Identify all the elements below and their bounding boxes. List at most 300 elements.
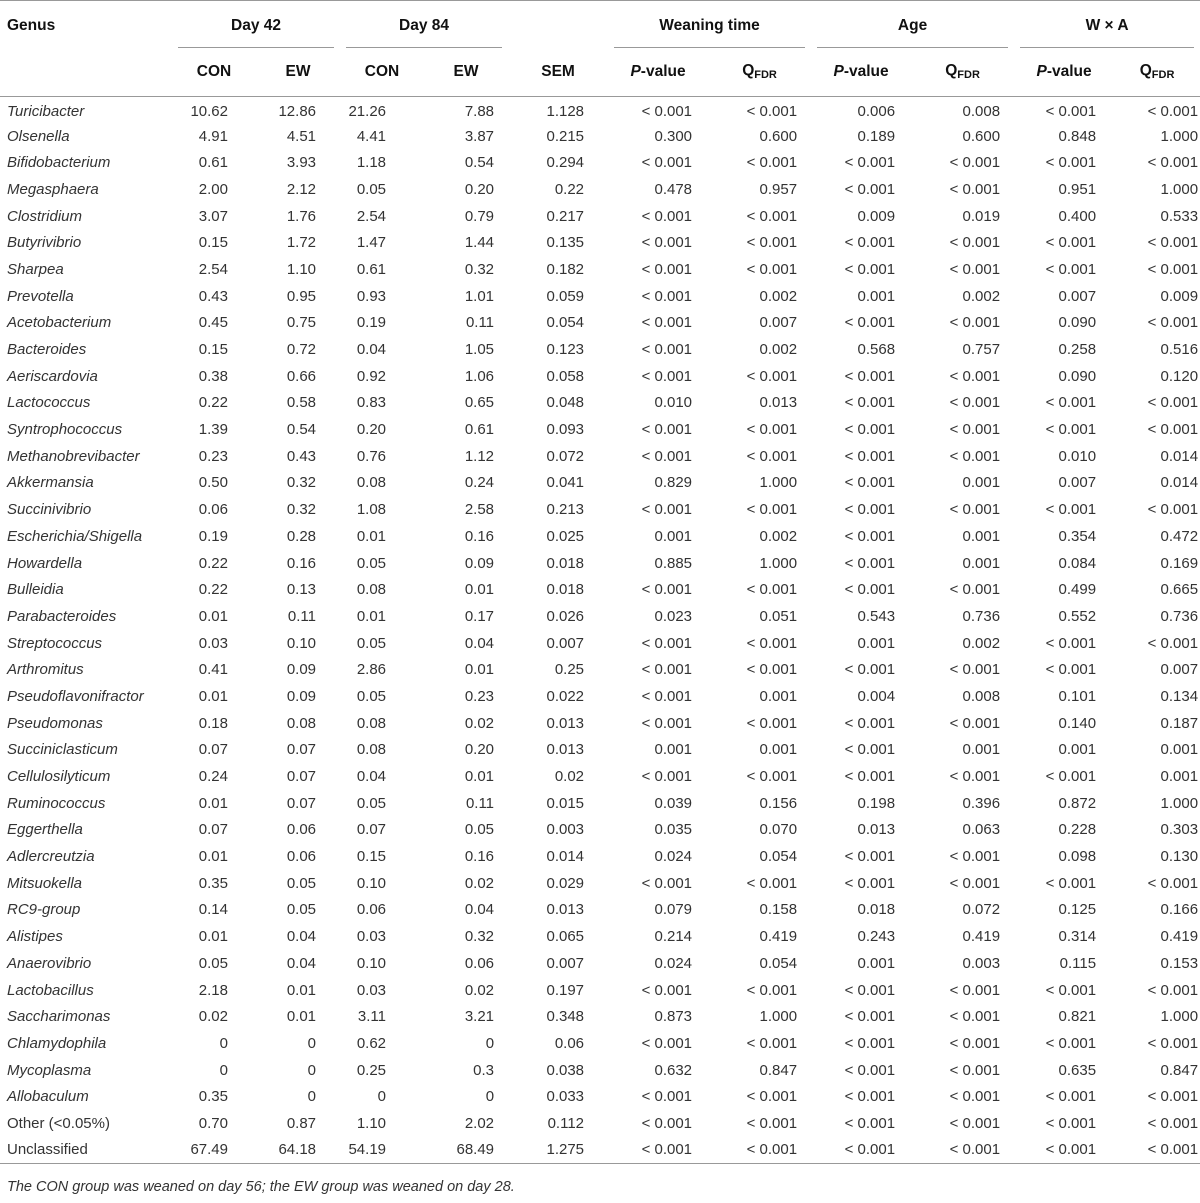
cell-sem: 1.275 (508, 1137, 608, 1164)
cell-con-day42: 0.06 (198, 501, 228, 519)
cell-pvalue-wxa: < 0.001 (1045, 1034, 1097, 1052)
cell-pvalue-weaning: < 0.001 (641, 874, 693, 892)
cell-ew-day84: 3.21 (464, 1008, 495, 1026)
cell-ew-day84: 1.05 (464, 341, 495, 359)
cell-ew-day84: 0.11 (465, 794, 495, 812)
table-row (0, 443, 1200, 470)
cell-pvalue-wxa: < 0.001 (1045, 154, 1097, 172)
cell-qfdr-age: < 0.001 (949, 661, 1001, 679)
cell-ew-day84: 0.65 (464, 394, 495, 412)
cell-qfdr-age: 0.001 (962, 741, 1001, 759)
cell-pvalue-wxa: 0.821 (1058, 1008, 1097, 1026)
cell-sem: 0.217 (546, 207, 585, 225)
cell-ew-day42: 0.04 (286, 928, 317, 946)
cell-sem: 0.026 (546, 607, 585, 625)
cell-sem: 0.059 (546, 287, 585, 305)
cell-ew-day84: 0.01 (464, 661, 495, 679)
table-row (0, 870, 1200, 897)
table-row (0, 1110, 1200, 1137)
cell-genus: Mycoplasma (7, 1061, 92, 1079)
cell-qfdr-age: 0.600 (962, 127, 1001, 145)
cell-genus: Pseudomonas (7, 714, 103, 732)
cell-pvalue-age: < 0.001 (844, 1008, 896, 1026)
cell-con-day84: 1.08 (356, 501, 387, 519)
cell-pvalue-age: < 0.001 (844, 848, 896, 866)
cell-genus: Aeriscardovia (7, 367, 98, 385)
cell-genus: Succinivibrio (7, 501, 92, 519)
cell-pvalue-age: < 0.001 (844, 154, 896, 172)
cell-pvalue-weaning: 0.632 (654, 1061, 693, 1079)
cell-pvalue-weaning: < 0.001 (641, 768, 693, 786)
header-sem: SEM (541, 62, 575, 80)
cell-qfdr-age: 0.008 (962, 687, 1001, 705)
cell-genus: Acetobacterium (7, 314, 112, 332)
cell-ew-day42: 0.32 (286, 474, 317, 492)
cell-pvalue-weaning: < 0.001 (641, 501, 693, 519)
cell-qfdr-wxa: < 0.001 (1114, 1137, 1200, 1164)
cell-ew-day84: 1.01 (464, 287, 495, 305)
cell-qfdr-age: 0.396 (962, 794, 1001, 812)
header-qfdr-wxa: $Q_{FDR}$ (1139, 62, 1175, 82)
cell-pvalue-wxa: 0.314 (1058, 928, 1097, 946)
header-qfdr-weaning: $Q_{FDR}$ (742, 62, 777, 82)
cell-qfdr-age: 0.003 (962, 954, 1001, 972)
cell-con-day42: 0.01 (198, 687, 228, 705)
cell-genus: Akkermansia (7, 474, 94, 492)
cell-con-day42: 0.01 (198, 794, 228, 812)
cell-qfdr-age: 0.419 (962, 928, 1001, 946)
cell-pvalue-weaning: < 0.001 (641, 154, 693, 172)
cell-ew-day42: 0.07 (286, 741, 317, 759)
cell-con-day42: 0 (219, 1061, 228, 1079)
cell-con-day42: 0.03 (198, 634, 228, 652)
header-genus: Genus (7, 17, 56, 34)
cell-pvalue-wxa: < 0.001 (1045, 768, 1097, 786)
table-row (0, 1030, 1200, 1057)
cell-ew-day84: 0 (485, 1088, 495, 1106)
cell-qfdr-weaning: < 0.001 (746, 207, 798, 225)
cell-qfdr-age: < 0.001 (949, 1088, 1001, 1106)
table-row (0, 96, 1200, 123)
cell-pvalue-weaning: < 0.001 (641, 687, 693, 705)
cell-genus: Saccharimonas (7, 1008, 111, 1026)
header-con-day84: CON (364, 62, 400, 80)
cell-sem: 0.014 (546, 848, 585, 866)
table-row (0, 683, 1200, 710)
cell-pvalue-age: < 0.001 (844, 1034, 896, 1052)
table-row (0, 817, 1200, 844)
cell-qfdr-weaning: 1.000 (759, 1008, 798, 1026)
cell-ew-day42: 0.09 (286, 661, 317, 679)
cell-qfdr-age: 0.001 (962, 474, 1001, 492)
cell-genus: Other (<0.05%) (7, 1114, 110, 1132)
cell-genus: RC9-group (7, 901, 81, 919)
cell-sem: 0.038 (546, 1061, 585, 1079)
cell-con-day84: 0.08 (356, 741, 387, 759)
cell-pvalue-wxa: 0.552 (1058, 607, 1097, 625)
cell-pvalue-weaning: < 0.001 (641, 367, 693, 385)
cell-ew-day42: 0 (307, 1034, 317, 1052)
cell-qfdr-age: < 0.001 (949, 1008, 1001, 1026)
cell-pvalue-age: < 0.001 (844, 768, 896, 786)
cell-con-day84: 0.20 (356, 421, 387, 439)
cell-ew-day84: 0.23 (464, 687, 495, 705)
cell-ew-day42: 0.16 (286, 554, 317, 572)
cell-con-day42: 10.62 (190, 103, 228, 121)
cell-ew-day42: 64.18 (256, 1137, 340, 1164)
cell-con-day42: 0.50 (198, 474, 228, 492)
cell-genus: Howardella (7, 554, 83, 572)
cell-qfdr-age: < 0.001 (949, 314, 1001, 332)
table-row (0, 630, 1200, 657)
cell-con-day42: 0.70 (198, 1114, 228, 1132)
cell-pvalue-weaning: < 0.001 (641, 1114, 693, 1132)
cell-qfdr-age: 0.063 (962, 821, 1001, 839)
cell-sem: 0.065 (546, 928, 585, 946)
cell-pvalue-wxa: 0.010 (1058, 447, 1097, 465)
cell-ew-day84: 0.79 (464, 207, 495, 225)
cell-qfdr-weaning: 0.002 (759, 341, 798, 359)
cell-pvalue-wxa: < 0.001 (1045, 634, 1097, 652)
cell-con-day84: 0.25 (356, 1061, 387, 1079)
cell-pvalue-age: 0.001 (857, 634, 896, 652)
cell-qfdr-age: < 0.001 (949, 154, 1001, 172)
cell-pvalue-wxa: < 0.001 (1045, 260, 1097, 278)
cell-pvalue-age: 0.543 (857, 607, 896, 625)
cell-pvalue-weaning: < 0.001 (641, 103, 693, 121)
cell-qfdr-weaning: < 0.001 (746, 501, 798, 519)
cell-pvalue-wxa: 0.872 (1058, 794, 1097, 812)
cell-sem: 0.22 (554, 180, 585, 198)
cell-pvalue-age: < 0.001 (844, 527, 896, 545)
cell-genus: Eggerthella (7, 821, 83, 839)
cell-qfdr-weaning: < 0.001 (746, 260, 798, 278)
cell-con-day42: 0.15 (198, 234, 228, 252)
cell-qfdr-age: < 0.001 (949, 581, 1001, 599)
cell-pvalue-wxa: 0.635 (1058, 1061, 1097, 1079)
cell-genus: Streptococcus (7, 634, 103, 652)
cell-ew-day84: 0.06 (464, 954, 495, 972)
cell-qfdr-age: < 0.001 (949, 421, 1001, 439)
table-row (0, 656, 1200, 683)
cell-pvalue-weaning: < 0.001 (641, 1088, 693, 1106)
cell-sem: 0.213 (546, 501, 585, 519)
header-age: Age (811, 1, 1014, 49)
table-row (0, 1057, 1200, 1084)
cell-sem: 0.013 (546, 901, 585, 919)
cell-pvalue-age: < 0.001 (844, 447, 896, 465)
table-row (0, 416, 1200, 443)
cell-pvalue-wxa: 0.115 (1059, 954, 1097, 972)
table-row (0, 737, 1200, 764)
table-row (0, 310, 1200, 337)
cell-ew-day42: 0.87 (286, 1114, 317, 1132)
cell-con-day84: 0.06 (356, 901, 387, 919)
cell-con-day84: 0.03 (356, 981, 387, 999)
cell-qfdr-wxa: < 0.001 (1147, 981, 1199, 999)
cell-con-day84: 0.05 (356, 554, 387, 572)
cell-con-day42: 1.39 (198, 421, 228, 439)
cell-qfdr-wxa: < 0.001 (1147, 103, 1199, 121)
cell-pvalue-age: < 0.001 (844, 260, 896, 278)
cell-ew-day84: 1.06 (464, 367, 495, 385)
cell-sem: 0.197 (546, 981, 585, 999)
cell-sem: 0.054 (546, 314, 585, 332)
header-ew-day42: EW (285, 62, 311, 80)
cell-sem: 0.093 (546, 421, 585, 439)
cell-qfdr-wxa: 0.187 (1160, 714, 1199, 732)
cell-qfdr-wxa: < 0.001 (1147, 314, 1199, 332)
cell-con-day84: 0.83 (356, 394, 387, 412)
cell-qfdr-weaning: 0.156 (759, 794, 798, 812)
cell-qfdr-age: < 0.001 (911, 1137, 1014, 1164)
header-con-day42: CON (196, 62, 232, 80)
cell-ew-day42: 3.93 (286, 154, 317, 172)
cell-con-day84: 0.08 (356, 474, 387, 492)
cell-con-day42: 2.00 (198, 180, 228, 198)
cell-con-day84: 3.11 (357, 1008, 387, 1026)
cell-pvalue-age: < 0.001 (844, 1114, 896, 1132)
cell-pvalue-wxa: 0.101 (1058, 687, 1097, 705)
cell-genus: Allobaculum (7, 1088, 89, 1106)
cell-pvalue-weaning: < 0.001 (641, 981, 693, 999)
cell-ew-day84: 0.24 (464, 474, 495, 492)
cell-ew-day42: 0.06 (286, 821, 317, 839)
header-qfdr-age: $Q_{FDR}$ (945, 62, 980, 82)
cell-pvalue-weaning: 0.873 (654, 1008, 693, 1026)
cell-con-day84: 21.26 (348, 103, 387, 121)
cell-qfdr-wxa: 0.472 (1160, 527, 1199, 545)
cell-pvalue-age: < 0.001 (844, 874, 896, 892)
cell-genus: Pseudoflavonifractor (7, 687, 144, 705)
cell-pvalue-age: 0.013 (857, 821, 896, 839)
cell-pvalue-age: 0.009 (857, 207, 896, 225)
cell-qfdr-age: 0.757 (962, 341, 1001, 359)
cell-ew-day84: 0.09 (464, 554, 495, 572)
cell-sem: 0.018 (546, 554, 585, 572)
cell-sem: 0.02 (554, 768, 585, 786)
cell-pvalue-wxa: 0.400 (1058, 207, 1097, 225)
table-row (0, 1137, 1200, 1164)
cell-ew-day42: 0.06 (286, 848, 317, 866)
cell-qfdr-weaning: < 0.001 (746, 1088, 798, 1106)
cell-pvalue-wxa: 0.084 (1058, 554, 1097, 572)
cell-qfdr-weaning: < 0.001 (746, 1034, 798, 1052)
cell-ew-day84: 0.04 (464, 634, 495, 652)
cell-qfdr-age: < 0.001 (949, 848, 1001, 866)
cell-qfdr-wxa: < 0.001 (1147, 234, 1199, 252)
cell-ew-day84: 0.01 (464, 581, 495, 599)
cell-ew-day84: 3.87 (464, 127, 495, 145)
cell-ew-day84: 1.12 (464, 447, 495, 465)
cell-pvalue-wxa: 0.007 (1058, 474, 1097, 492)
cell-qfdr-wxa: 0.009 (1160, 287, 1199, 305)
cell-qfdr-wxa: 0.014 (1160, 447, 1199, 465)
cell-genus: Turicibacter (7, 103, 85, 121)
table-row (0, 363, 1200, 390)
cell-sem: 0.294 (546, 154, 585, 172)
cell-qfdr-age: < 0.001 (949, 1034, 1001, 1052)
cell-con-day84: 1.47 (356, 234, 387, 252)
cell-ew-day42: 0.10 (286, 634, 317, 652)
cell-ew-day84: 0.11 (465, 314, 495, 332)
table-row (0, 950, 1200, 977)
cell-pvalue-weaning: < 0.001 (641, 314, 693, 332)
cell-qfdr-weaning: 0.002 (759, 287, 798, 305)
cell-ew-day84: 0.05 (464, 821, 495, 839)
cell-ew-day84: 0.16 (464, 527, 495, 545)
cell-con-day84: 0.76 (356, 447, 387, 465)
cell-qfdr-wxa: 0.533 (1160, 207, 1199, 225)
cell-qfdr-wxa: 0.007 (1160, 661, 1199, 679)
cell-con-day84: 0.04 (356, 768, 387, 786)
cell-pvalue-age: < 0.001 (844, 1061, 896, 1079)
cell-ew-day42: 0.66 (286, 367, 317, 385)
table-row (0, 176, 1200, 203)
cell-pvalue-weaning: 0.039 (654, 794, 693, 812)
cell-qfdr-age: 0.008 (962, 103, 1001, 121)
cell-con-day42: 0.15 (198, 341, 228, 359)
cell-ew-day42: 0.43 (286, 447, 317, 465)
cell-qfdr-weaning: 0.051 (759, 607, 798, 625)
cell-qfdr-wxa: < 0.001 (1147, 260, 1199, 278)
cell-ew-day42: 0.07 (286, 794, 317, 812)
cell-genus: Succiniclasticum (7, 741, 118, 759)
cell-genus: Chlamydophila (7, 1034, 107, 1052)
cell-pvalue-age: < 0.001 (844, 501, 896, 519)
cell-con-day42: 2.18 (198, 981, 228, 999)
cell-ew-day42: 1.76 (286, 207, 317, 225)
cell-pvalue-wxa: < 0.001 (1045, 501, 1097, 519)
cell-qfdr-age: 0.002 (962, 287, 1001, 305)
cell-pvalue-age: < 0.001 (844, 234, 896, 252)
cell-sem: 0.018 (546, 581, 585, 599)
cell-sem: 0.013 (546, 714, 585, 732)
cell-qfdr-weaning: < 0.001 (746, 367, 798, 385)
cell-qfdr-weaning: < 0.001 (746, 714, 798, 732)
table-row (0, 203, 1200, 230)
cell-pvalue-age: < 0.001 (844, 661, 896, 679)
cell-pvalue-weaning: < 0.001 (641, 634, 693, 652)
cell-pvalue-wxa: < 0.001 (1045, 1088, 1097, 1106)
cell-pvalue-age: 0.001 (857, 287, 896, 305)
cell-qfdr-age: 0.736 (962, 607, 1001, 625)
cell-pvalue-weaning: 0.829 (654, 474, 693, 492)
cell-ew-day42: 0.04 (286, 954, 317, 972)
cell-pvalue-wxa: < 0.001 (1045, 1114, 1097, 1132)
cell-pvalue-weaning: < 0.001 (641, 234, 693, 252)
cell-con-day84: 0.61 (356, 260, 387, 278)
table-row (0, 523, 1200, 550)
cell-con-day42: 0.43 (198, 287, 228, 305)
table-row (0, 843, 1200, 870)
cell-qfdr-age: 0.002 (962, 634, 1001, 652)
cell-ew-day84: 0.32 (464, 260, 495, 278)
cell-genus: Methanobrevibacter (7, 447, 140, 465)
cell-pvalue-weaning: 0.010 (654, 394, 693, 412)
cell-qfdr-weaning: < 0.001 (746, 661, 798, 679)
cell-ew-day42: 0.28 (286, 527, 317, 545)
cell-ew-day84: 0.54 (464, 154, 495, 172)
cell-qfdr-wxa: 0.130 (1160, 848, 1199, 866)
cell-qfdr-wxa: 0.001 (1160, 768, 1199, 786)
cell-qfdr-weaning: < 0.001 (746, 1114, 798, 1132)
cell-ew-day42: 0 (307, 1061, 317, 1079)
cell-con-day84: 0.05 (356, 180, 387, 198)
cell-con-day84: 0.07 (356, 821, 387, 839)
cell-genus: Alistipes (7, 928, 63, 946)
cell-con-day84: 0.10 (356, 874, 387, 892)
cell-qfdr-wxa: < 0.001 (1147, 154, 1199, 172)
cell-qfdr-age: < 0.001 (949, 1061, 1001, 1079)
cell-qfdr-weaning: 0.600 (759, 127, 798, 145)
cell-pvalue-weaning: 0.478 (654, 180, 693, 198)
cell-qfdr-wxa: < 0.001 (1147, 1114, 1199, 1132)
cell-qfdr-weaning: 1.000 (759, 474, 798, 492)
cell-sem: 0.013 (546, 741, 585, 759)
cell-qfdr-wxa: < 0.001 (1147, 1088, 1199, 1106)
cell-qfdr-wxa: 0.169 (1160, 554, 1199, 572)
cell-pvalue-weaning: < 0.001 (641, 287, 693, 305)
cell-qfdr-weaning: < 0.001 (746, 581, 798, 599)
cell-ew-day42: 0.05 (286, 874, 317, 892)
cell-genus: Unclassified (0, 1137, 172, 1164)
cell-pvalue-age: < 0.001 (844, 367, 896, 385)
table-row (0, 603, 1200, 630)
header-pvalue-weaning: P-value (630, 62, 686, 80)
table-row (0, 790, 1200, 817)
cell-qfdr-weaning: < 0.001 (746, 634, 798, 652)
cell-ew-day42: 0.11 (287, 607, 317, 625)
cell-con-day42: 3.07 (198, 207, 228, 225)
cell-pvalue-weaning: 0.024 (654, 954, 693, 972)
cell-con-day84: 54.19 (340, 1137, 424, 1164)
cell-genus: Mitsuokella (7, 874, 83, 892)
cell-con-day84: 0.15 (356, 848, 387, 866)
cell-con-day84: 2.54 (356, 207, 387, 225)
cell-qfdr-wxa: 0.847 (1160, 1061, 1199, 1079)
cell-qfdr-wxa: 0.014 (1160, 474, 1199, 492)
header-wxa: W × A (1014, 1, 1200, 49)
cell-sem: 0.022 (546, 687, 585, 705)
cell-qfdr-wxa: < 0.001 (1147, 1034, 1199, 1052)
cell-qfdr-age: 0.001 (962, 527, 1001, 545)
cell-con-day42: 0.38 (198, 367, 228, 385)
cell-con-day42: 0.22 (198, 581, 228, 599)
cell-ew-day42: 0.01 (286, 981, 317, 999)
cell-qfdr-age: < 0.001 (949, 447, 1001, 465)
cell-genus: Prevotella (7, 287, 74, 305)
cell-qfdr-age: < 0.001 (949, 714, 1001, 732)
cell-genus: Bulleidia (7, 581, 64, 599)
table-body (0, 96, 1200, 1164)
cell-qfdr-wxa: 1.000 (1160, 180, 1199, 198)
cell-pvalue-age: 0.198 (857, 794, 896, 812)
cell-qfdr-weaning: 0.054 (759, 848, 798, 866)
cell-pvalue-age: 0.004 (857, 687, 896, 705)
cell-pvalue-weaning: < 0.001 (641, 447, 693, 465)
cell-pvalue-wxa: 0.228 (1058, 821, 1097, 839)
cell-pvalue-wxa: 0.001 (1058, 741, 1097, 759)
cell-con-day84: 1.10 (356, 1114, 387, 1132)
cell-pvalue-wxa: 0.090 (1058, 367, 1097, 385)
cell-sem: 0.048 (546, 394, 585, 412)
cell-genus: Megasphaera (7, 180, 99, 198)
cell-pvalue-wxa: 0.258 (1058, 341, 1097, 359)
cell-pvalue-weaning: < 0.001 (641, 207, 693, 225)
cell-con-day42: 0.19 (198, 527, 228, 545)
cell-ew-day42: 0.09 (286, 687, 317, 705)
